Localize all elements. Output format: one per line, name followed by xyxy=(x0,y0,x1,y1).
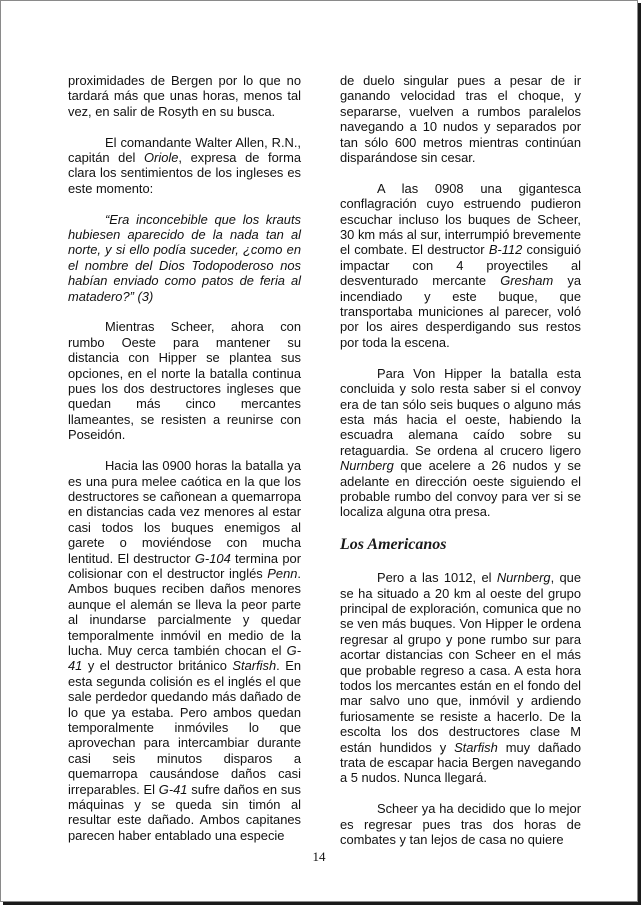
text-run: A las 0908 una gigantesca conflagración cuyo estruendo pudieron escuchar incluso los buques de Scheer, 30 km más al sur, interrumpió brevemente el combate. El destructor xyxy=(340,180,581,258)
text-run: , expresa de forma clara los sentimientos de los ingleses es este momento: xyxy=(68,150,301,196)
paragraph-walter-allen xyxy=(68,135,301,197)
ship-name-g41: G-41 xyxy=(68,642,301,674)
text-run: muy dañado trata de escapar hacia Bergen navegando a 5 nudos. Nunca llegará. xyxy=(340,739,581,786)
quote-allen: “Era inconcebible que los krauts hubiesen aparecido de la nada tan al norte, y si ello podía suceder, ¿como en el nombre del Dios Todopoderoso nos habían enviado como patos de feria al matadero?” (3) xyxy=(68,211,301,304)
paragraph-scheer-return: Scheer ya ha decidido que lo mejor es regresar pues tras dos horas de combates y tan lejos de casa no quiere xyxy=(340,801,581,848)
ship-name-b112: B-112 xyxy=(488,242,523,258)
page-number: 14 xyxy=(312,849,326,864)
paragraph-conflagration-0908 xyxy=(340,181,581,350)
ship-name-nurnberg: Nurnberg xyxy=(496,570,551,586)
paragraph-hipper-concluded xyxy=(340,366,581,520)
paragraph-melee-0900 xyxy=(68,458,301,843)
paragraph-duel-continuation: de duelo singular pues a pesar de ir ganando velocidad tras el choque, y separarse, vuelven a rumbos paralelos navegando a 10 nudos y separados por tan sólo 600 metros mientras continúan disparándose sin cesar. xyxy=(340,73,581,166)
text-run: El comandante Walter Allen, R.N., capitán del xyxy=(68,134,301,166)
text-run: Para Von Hipper la batalla esta concluida y solo resta saber si el convoy era de tan sólo seis buques o alguno más esta más hacia el oeste, habiendo la escuadra alemana caído sobre su retaguardia. Se ordena al crucero ligero xyxy=(340,365,581,458)
text-run: sufre daños en sus máquinas y se queda sin timón al resultar este dañado. Ambos capitanes parecen haber entablado una especie xyxy=(68,781,301,843)
text-run: ya incendiado y este buque, que transportaba municiones al parecer, voló por los aires desperdigando sus restos por toda la escena. xyxy=(340,273,582,350)
ship-name-g104: G-104 xyxy=(194,550,231,566)
text-run: termina por colisionar con el destructor inglés xyxy=(68,550,301,581)
paragraph-scheer-west: Mientras Scheer, ahora con rumbo Oeste para mantener su distancia con Hipper se plantea sus opciones, en el norte la batalla continua pues los dos destructores ingleses que quedan más cinco mercantes llameantes, se resisten a reunirse con Poseidón. xyxy=(68,319,301,443)
ship-name-g41: G-41 xyxy=(158,781,188,797)
paragraph-nurnberg-1012 xyxy=(340,570,581,786)
paragraph-bergen-continuation: proximidades de Bergen por lo que no tardará más que unas horas, menos tal vez, en salir de Rosyth en su busca. xyxy=(68,73,301,119)
right-column xyxy=(340,73,581,863)
ship-name-starfish: Starfish xyxy=(454,739,498,755)
text-run: . En esta segunda colisión es el inglés el que sale perdedor quedando más dañado de lo que ya estaba. Pero ambos quedan temporalmente inmóviles lo que aprovechan para intercambiar durante casi seis minutos disparos a quemarropa causándose daños casi irreparables. El xyxy=(68,658,301,797)
section-heading: Los Americanos xyxy=(340,536,447,554)
text-run: , que se ha situado a 20 km al oeste del grupo principal de exploración, comunica que no se ven más buques. Von Hipper le ordena regresar al grupo y pone rumbo sur para acortar distancias con Scheer en el más que probable regreso a casa. A esta hora todos los mercantes están en el fondo del mar salvo uno que, inmóvil y ardiendo furiosamente se resiste a hacerlo. De la escolta los dos destructores clase M están hundidos y xyxy=(340,570,581,755)
ship-name-penn: Penn xyxy=(267,565,298,581)
text-run: Hacia las 0900 horas la batalla ya es una pura melee caótica en la que los destructores se cañonean a quemarropa en distancias cada vez menores al estar casi todos los buques enemigos al garete o moviéndose con mucha lentitud. El destructor xyxy=(68,458,301,566)
ship-name-starfish: Starfish xyxy=(232,658,277,674)
text-run: que acelere a 26 nudos y se adelante en dirección oeste siguiendo el probable rumbo del convoy para ver si se localiza alguna otra presa. xyxy=(340,458,581,520)
ship-name-nurnberg: Nurnberg xyxy=(340,458,394,474)
text-run: . Ambos buques reciben daños menores aunque el alemán se lleva la peor parte al inundarse parcialmente y quedar temporalmente inmóvil en medio de la lucha. Muy cerca también chocan el xyxy=(68,565,301,658)
text-run: y el destructor británico xyxy=(82,658,233,674)
ship-name-oriole: Oriole xyxy=(144,150,179,166)
left-column xyxy=(68,73,301,859)
text-run: Pero a las 1012, el xyxy=(377,570,497,586)
text-run: consiguió impactar con 4 proyectiles al desventurado mercante xyxy=(340,242,581,289)
ship-name-gresham: Gresham xyxy=(500,273,554,289)
